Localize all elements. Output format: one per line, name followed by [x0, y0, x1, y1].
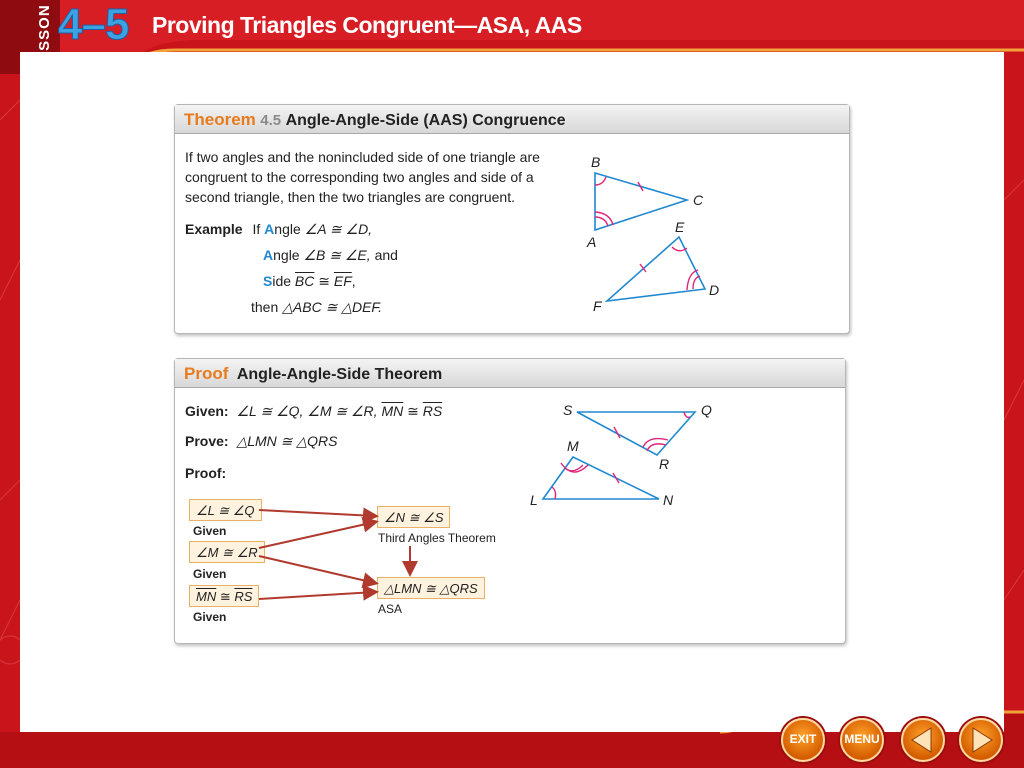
triangle-qrs	[577, 412, 695, 455]
angle-b-rest: ngle	[273, 247, 300, 263]
proof-triangles-figure	[525, 395, 725, 515]
side-rest: ide	[272, 273, 292, 289]
label-f: F	[593, 298, 602, 314]
segment-bc: $\overline{BC}$	[294, 273, 315, 289]
side-letter: S	[263, 273, 273, 289]
triangle-lmn	[543, 457, 659, 499]
previous-button[interactable]	[901, 718, 945, 762]
page-title: Proving Triangles Congruent—ASA, AAS	[152, 12, 582, 38]
next-button[interactable]	[959, 718, 1003, 762]
prove-math: △LMN ≅ △QRS	[236, 433, 338, 449]
menu-button[interactable]	[840, 718, 884, 762]
given-math: ∠L ≅ ∠Q, ∠M ≅ ∠R,	[236, 403, 378, 419]
label-q: Q	[701, 402, 712, 418]
congruent-sign: ≅	[318, 273, 330, 289]
label-n: N	[663, 492, 674, 508]
lesson-number: 4–5	[58, 0, 129, 49]
arrow-s3-s5	[259, 592, 375, 599]
given-segment-rs: $\overline{RS}$	[422, 403, 443, 419]
angle-b-letter: A	[263, 247, 274, 263]
proof-box	[174, 358, 846, 644]
label-l: L	[530, 492, 538, 508]
angle-a-letter: A	[264, 221, 275, 237]
lesson-header	[0, 0, 1024, 72]
label-s: S	[563, 402, 573, 418]
theorem-box	[174, 104, 850, 334]
theorem-statement	[185, 147, 540, 207]
angle-mark-l	[552, 487, 556, 499]
angle-mark-b	[595, 177, 606, 185]
label-m: M	[567, 438, 579, 454]
side-comma: ,	[351, 273, 356, 289]
label-e: E	[675, 219, 685, 235]
conclusion-math: △ABC ≅ △DEF.	[282, 299, 383, 315]
flow-statement-4: ∠N ≅ ∠S	[377, 506, 450, 528]
example-conclusion	[251, 297, 382, 317]
arrow-left-icon	[903, 720, 943, 760]
proof-label: Proof:	[185, 465, 227, 481]
example-line-1	[185, 219, 372, 239]
statement-line-1: If two angles and the nonincluded side of one triangle are	[185, 149, 540, 165]
example-math-2: ∠B ≅ ∠E,	[303, 247, 371, 263]
flow-reason-1: Given	[193, 524, 227, 538]
example-math-1: ∠A ≅ ∠D,	[304, 221, 373, 237]
exit-button[interactable]	[781, 718, 825, 762]
aas-triangles-figure	[575, 145, 755, 315]
flow-reason-3: Given	[193, 610, 227, 624]
theorem-title: Angle-Angle-Side (AAS) Congruence	[285, 112, 566, 129]
arrow-s2-s5	[259, 556, 375, 583]
example-line-2	[263, 245, 398, 265]
triangle-abc	[595, 173, 687, 230]
proof-keyword: Proof	[184, 364, 229, 383]
tick-mn	[613, 473, 619, 483]
segment-ef: $\overline{EF}$	[333, 273, 352, 289]
given-segment-mn: $\overline{MN}$	[381, 403, 404, 419]
flow-reason-5: ASA	[378, 602, 403, 616]
arrow-s2-s4	[259, 522, 375, 548]
angle-mark-a-1	[595, 217, 608, 226]
flow-reason-2: Given	[193, 567, 227, 581]
label-d: D	[709, 282, 720, 298]
flow-statement-5: △LMN ≅ △QRS	[377, 577, 485, 599]
label-a: A	[587, 234, 597, 250]
lesson-label: LESSON	[36, 4, 53, 72]
prove-label: Prove:	[185, 433, 229, 449]
example-if: If	[252, 221, 261, 237]
example-line-3	[263, 271, 356, 291]
flow-congruent-sign: ≅	[219, 589, 231, 604]
flow-segment-rs: $\overline{RS}$	[234, 589, 253, 604]
then-text: then	[251, 299, 279, 315]
given-label: Given:	[185, 403, 229, 419]
flow-segment-mn: $\overline{MN}$	[196, 589, 217, 604]
proof-title: Angle-Angle-Side Theorem	[236, 366, 443, 383]
label-r: R	[659, 456, 670, 472]
theorem-keyword: Theorem	[184, 110, 256, 129]
statement-line-3: second triangle, then the two triangles are congruent.	[185, 189, 515, 205]
arrow-right-icon	[961, 720, 1001, 760]
menu-label: MENU	[844, 732, 880, 746]
flow-reason-4: Third Angles Theorem	[378, 531, 496, 545]
statement-line-2: congruent to the corresponding two angles and side of a	[185, 169, 534, 185]
example-label: Example	[185, 221, 243, 237]
flow-statement-2: ∠M ≅ ∠R	[189, 541, 265, 563]
arrow-s1-s4	[259, 510, 375, 516]
angle-a-rest: ngle	[274, 221, 301, 237]
theorem-number: 4.5	[260, 112, 282, 129]
angle-mark-q	[684, 412, 690, 417]
flow-arrows	[175, 359, 845, 643]
given-congruent-sign: ≅	[407, 403, 419, 419]
exit-label: EXIT	[789, 732, 817, 746]
flow-statement-1: ∠L ≅ ∠Q	[189, 499, 262, 521]
example-and: and	[374, 247, 398, 263]
label-c: C	[693, 192, 704, 208]
triangle-def	[607, 237, 705, 301]
angle-mark-a-2	[595, 212, 613, 225]
label-b: B	[591, 154, 601, 170]
theorem-header	[175, 105, 849, 134]
